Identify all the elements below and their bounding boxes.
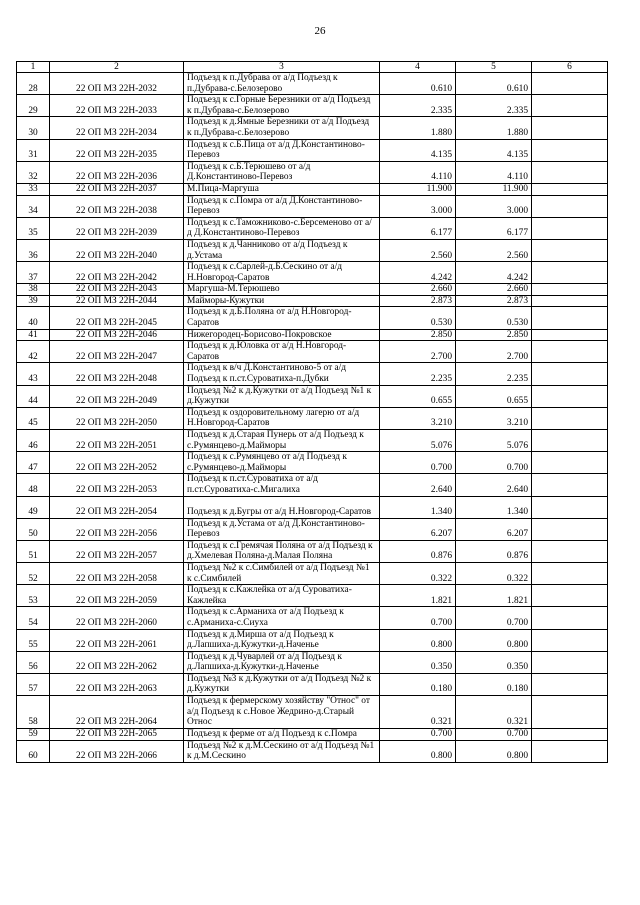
length-value-4: 2.640 <box>380 474 456 496</box>
road-name: Подъезд к в/ч Д.Константиново-5 от а/д Подъезд к п.ст.Суроватиха-п.Дубки <box>184 363 380 385</box>
length-value-4: 11.900 <box>380 183 456 195</box>
road-code: 22 ОП МЗ 22Н-2053 <box>50 474 184 496</box>
table-row <box>17 183 608 195</box>
road-name: Майморы-Кужутки <box>184 295 380 307</box>
road-name: Подъезд к д.Юловка от а/д Н.Новгород-Саратов <box>184 341 380 363</box>
length-value-5: 0.610 <box>456 73 532 95</box>
road-code: 22 ОП МЗ 22Н-2048 <box>50 363 184 385</box>
road-name: Подъезд к д.Ямные Березники от а/д Подъезд к п.Дубрава-с.Белозерово <box>184 117 380 139</box>
table-row <box>17 139 608 161</box>
length-value-5: 1.880 <box>456 117 532 139</box>
length-value-5: 1.821 <box>456 585 532 607</box>
length-value-5: 0.180 <box>456 673 532 695</box>
length-value-4: 0.350 <box>380 651 456 673</box>
row-number: 34 <box>17 195 50 217</box>
table-row <box>17 307 608 329</box>
road-code: 22 ОП МЗ 22Н-2033 <box>50 95 184 117</box>
row-number: 41 <box>17 329 50 341</box>
row-number: 58 <box>17 696 50 729</box>
length-value-4: 0.876 <box>380 540 456 562</box>
road-code: 22 ОП МЗ 22Н-2032 <box>50 73 184 95</box>
length-value-4: 3.000 <box>380 195 456 217</box>
length-value-4: 6.207 <box>380 518 456 540</box>
road-name: Подъезд №3 к д.Кужутки от а/д Подъезд №2 к д.Кужутки <box>184 673 380 695</box>
row-number: 48 <box>17 474 50 496</box>
length-value-4: 1.340 <box>380 496 456 518</box>
road-code: 22 ОП МЗ 22Н-2062 <box>50 651 184 673</box>
length-value-5: 6.177 <box>456 217 532 239</box>
length-value-5: 0.322 <box>456 562 532 584</box>
length-value-4: 0.322 <box>380 562 456 584</box>
table-row <box>17 95 608 117</box>
page-number: 26 <box>314 25 326 37</box>
table-row <box>17 651 608 673</box>
road-name: Подъезд к д.Бугры от а/д Н.Новгород-Саратов <box>184 496 380 518</box>
row-number: 47 <box>17 452 50 474</box>
road-code: 22 ОП МЗ 22Н-2034 <box>50 117 184 139</box>
column-6-value <box>532 161 608 183</box>
road-code: 22 ОП МЗ 22Н-2065 <box>50 729 184 741</box>
column-header-1: 1 <box>17 62 50 73</box>
row-number: 59 <box>17 729 50 741</box>
road-name: М.Пица-Маргуша <box>184 183 380 195</box>
row-number: 55 <box>17 629 50 651</box>
length-value-4: 4.135 <box>380 139 456 161</box>
length-value-4: 4.242 <box>380 262 456 284</box>
table-row <box>17 73 608 95</box>
road-name: Подъезд к д.Б.Поляна от а/д Н.Новгород-Саратов <box>184 307 380 329</box>
table-row <box>17 696 608 729</box>
row-number: 45 <box>17 407 50 429</box>
row-number: 33 <box>17 183 50 195</box>
length-value-4: 0.610 <box>380 73 456 95</box>
road-name: Подъезд к с.Б.Терюшево от а/д Д.Константиново-Перевоз <box>184 161 380 183</box>
table-row <box>17 430 608 452</box>
road-code: 22 ОП МЗ 22Н-2044 <box>50 295 184 307</box>
row-number: 52 <box>17 562 50 584</box>
road-code: 22 ОП МЗ 22Н-2049 <box>50 385 184 407</box>
length-value-5: 4.242 <box>456 262 532 284</box>
length-value-4: 2.660 <box>380 284 456 296</box>
road-name: Подъезд к д.Чуварлей от а/д Подъезд к д.Лапшиха-д.Кужутки-д.Наченье <box>184 651 380 673</box>
length-value-4: 5.076 <box>380 430 456 452</box>
row-number: 28 <box>17 73 50 95</box>
table-row <box>17 385 608 407</box>
column-6-value <box>532 217 608 239</box>
column-6-value <box>532 363 608 385</box>
row-number: 54 <box>17 607 50 629</box>
road-name: Подъезд к с.Гремячая Поляна от а/д Подъезд к д.Хмелевая Поляна-д.Малая Поляна <box>184 540 380 562</box>
road-code: 22 ОП МЗ 22Н-2038 <box>50 195 184 217</box>
column-6-value <box>532 696 608 729</box>
table-row <box>17 474 608 496</box>
table-row <box>17 341 608 363</box>
length-value-4: 2.850 <box>380 329 456 341</box>
road-code: 22 ОП МЗ 22Н-2052 <box>50 452 184 474</box>
row-number: 43 <box>17 363 50 385</box>
road-code: 22 ОП МЗ 22Н-2037 <box>50 183 184 195</box>
length-value-5: 2.235 <box>456 363 532 385</box>
row-number: 57 <box>17 673 50 695</box>
length-value-5: 6.207 <box>456 518 532 540</box>
road-code: 22 ОП МЗ 22Н-2054 <box>50 496 184 518</box>
length-value-4: 0.180 <box>380 673 456 695</box>
road-code: 22 ОП МЗ 22Н-2058 <box>50 562 184 584</box>
column-6-value <box>532 518 608 540</box>
row-number: 36 <box>17 239 50 261</box>
road-name: Подъезд №2 к д.Кужутки от а/д Подъезд №1 к д.Кужутки <box>184 385 380 407</box>
row-number: 37 <box>17 262 50 284</box>
table-row <box>17 562 608 584</box>
row-number: 38 <box>17 284 50 296</box>
road-code: 22 ОП МЗ 22Н-2064 <box>50 696 184 729</box>
row-number: 32 <box>17 161 50 183</box>
road-code: 22 ОП МЗ 22Н-2066 <box>50 740 184 762</box>
column-6-value <box>532 673 608 695</box>
table-row <box>17 585 608 607</box>
row-number: 39 <box>17 295 50 307</box>
length-value-5: 0.655 <box>456 385 532 407</box>
length-value-4: 2.560 <box>380 239 456 261</box>
table-row <box>17 117 608 139</box>
length-value-5: 0.700 <box>456 607 532 629</box>
road-code: 22 ОП МЗ 22Н-2059 <box>50 585 184 607</box>
table-row <box>17 729 608 741</box>
length-value-4: 0.321 <box>380 696 456 729</box>
row-number: 44 <box>17 385 50 407</box>
road-code: 22 ОП МЗ 22Н-2051 <box>50 430 184 452</box>
row-number: 56 <box>17 651 50 673</box>
row-number: 31 <box>17 139 50 161</box>
road-code: 22 ОП МЗ 22Н-2050 <box>50 407 184 429</box>
length-value-5: 11.900 <box>456 183 532 195</box>
column-6-value <box>532 95 608 117</box>
length-value-4: 3.210 <box>380 407 456 429</box>
length-value-4: 0.800 <box>380 629 456 651</box>
length-value-5: 2.560 <box>456 239 532 261</box>
table-row <box>17 407 608 429</box>
road-name: Подъезд к ферме от а/д Подъезд к с.Помра <box>184 729 380 741</box>
road-code: 22 ОП МЗ 22Н-2040 <box>50 239 184 261</box>
road-name: Подъезд к с.Таможниково-с.Берсеменово от а/д Д.Константиново-Перевоз <box>184 217 380 239</box>
column-6-value <box>532 729 608 741</box>
road-code: 22 ОП МЗ 22Н-2043 <box>50 284 184 296</box>
table-row <box>17 740 608 762</box>
column-6-value <box>532 307 608 329</box>
length-value-5: 2.700 <box>456 341 532 363</box>
table-header-row <box>17 62 608 73</box>
road-name: Подъезд к оздоровительному лагерю от а/д Н.Новгород-Саратов <box>184 407 380 429</box>
length-value-5: 4.135 <box>456 139 532 161</box>
table-row <box>17 195 608 217</box>
column-6-value <box>532 407 608 429</box>
road-name: Нижегородец-Борисово-Покровское <box>184 329 380 341</box>
column-6-value <box>532 239 608 261</box>
table-row <box>17 262 608 284</box>
table-row <box>17 217 608 239</box>
row-number: 51 <box>17 540 50 562</box>
column-6-value <box>532 262 608 284</box>
row-number: 46 <box>17 430 50 452</box>
road-name: Подъезд к д.Миршa от а/д Подъезд к д.Лапшиха-д.Кужутки-д.Наченье <box>184 629 380 651</box>
length-value-5: 0.876 <box>456 540 532 562</box>
table-row <box>17 540 608 562</box>
column-6-value <box>532 474 608 496</box>
road-name: Подъезд к д.Устама от а/д Д.Константиново-Перевоз <box>184 518 380 540</box>
column-6-value <box>532 341 608 363</box>
roads-table <box>16 61 608 763</box>
road-code: 22 ОП МЗ 22Н-2036 <box>50 161 184 183</box>
length-value-5: 2.335 <box>456 95 532 117</box>
row-number: 53 <box>17 585 50 607</box>
table-row <box>17 329 608 341</box>
length-value-5: 0.530 <box>456 307 532 329</box>
road-name: Подъезд к д.Старая Пунерь от а/д Подъезд к с.Румянцево-д.Майморы <box>184 430 380 452</box>
length-value-4: 2.235 <box>380 363 456 385</box>
road-code: 22 ОП МЗ 22Н-2056 <box>50 518 184 540</box>
road-code: 22 ОП МЗ 22Н-2063 <box>50 673 184 695</box>
length-value-5: 5.076 <box>456 430 532 452</box>
road-name: Подъезд к с.Сарлей-д.Б.Сескино от а/д Н.Новгород-Саратов <box>184 262 380 284</box>
table-row <box>17 363 608 385</box>
length-value-5: 3.000 <box>456 195 532 217</box>
length-value-5: 0.800 <box>456 740 532 762</box>
road-code: 22 ОП МЗ 22Н-2045 <box>50 307 184 329</box>
road-name: Подъезд к с.Б.Пица от а/д Д.Константиново-Перевоз <box>184 139 380 161</box>
length-value-4: 1.821 <box>380 585 456 607</box>
length-value-4: 2.873 <box>380 295 456 307</box>
road-name: Подъезд к п.Дубрава от а/д Подъезд к п.Дубрава-с.Белозерово <box>184 73 380 95</box>
column-6-value <box>532 629 608 651</box>
row-number: 49 <box>17 496 50 518</box>
length-value-4: 0.655 <box>380 385 456 407</box>
column-6-value <box>532 117 608 139</box>
column-header-2: 2 <box>50 62 184 73</box>
road-name: Подъезд к п.ст.Суроватиха от а/д п.ст.Суроватиха-с.Мигалиха <box>184 474 380 496</box>
road-name: Подъезд к фермерскому хозяйству "Относ" от а/д Подъезд к с.Новое Жедрино-д.Старый Относ <box>184 696 380 729</box>
row-number: 29 <box>17 95 50 117</box>
road-code: 22 ОП МЗ 22Н-2061 <box>50 629 184 651</box>
length-value-5: 1.340 <box>456 496 532 518</box>
road-name: Подъезд к с.Горные Березники от а/д Подъезд к п.Дубрава-с.Белозерово <box>184 95 380 117</box>
length-value-4: 0.800 <box>380 740 456 762</box>
road-code: 22 ОП МЗ 22Н-2047 <box>50 341 184 363</box>
length-value-5: 0.700 <box>456 729 532 741</box>
table-row <box>17 629 608 651</box>
table-row <box>17 295 608 307</box>
column-header-3: 3 <box>184 62 380 73</box>
length-value-4: 2.700 <box>380 341 456 363</box>
table-row <box>17 518 608 540</box>
length-value-4: 6.177 <box>380 217 456 239</box>
table-row <box>17 607 608 629</box>
column-6-value <box>532 295 608 307</box>
column-6-value <box>532 329 608 341</box>
column-header-5: 5 <box>456 62 532 73</box>
column-6-value <box>532 430 608 452</box>
length-value-5: 0.700 <box>456 452 532 474</box>
column-6-value <box>532 385 608 407</box>
column-6-value <box>532 496 608 518</box>
table-row <box>17 239 608 261</box>
length-value-4: 2.335 <box>380 95 456 117</box>
row-number: 60 <box>17 740 50 762</box>
column-6-value <box>532 183 608 195</box>
column-6-value <box>532 585 608 607</box>
column-6-value <box>532 651 608 673</box>
road-code: 22 ОП МЗ 22Н-2046 <box>50 329 184 341</box>
length-value-5: 2.850 <box>456 329 532 341</box>
table-row <box>17 496 608 518</box>
road-name: Подъезд к с.Румянцево от а/д Подъезд к с.Румянцево-д.Майморы <box>184 452 380 474</box>
length-value-4: 0.700 <box>380 607 456 629</box>
length-value-5: 2.873 <box>456 295 532 307</box>
table-row <box>17 161 608 183</box>
length-value-5: 2.640 <box>456 474 532 496</box>
road-code: 22 ОП МЗ 22Н-2039 <box>50 217 184 239</box>
road-code: 22 ОП МЗ 22Н-2035 <box>50 139 184 161</box>
column-6-value <box>532 73 608 95</box>
length-value-4: 0.530 <box>380 307 456 329</box>
road-code: 22 ОП МЗ 22Н-2060 <box>50 607 184 629</box>
length-value-4: 0.700 <box>380 729 456 741</box>
table-row <box>17 284 608 296</box>
length-value-5: 2.660 <box>456 284 532 296</box>
column-6-value <box>532 195 608 217</box>
road-code: 22 ОП МЗ 22Н-2057 <box>50 540 184 562</box>
road-name: Подъезд №2 к с.Симбилей от а/д Подъезд №1 к с.Симбилей <box>184 562 380 584</box>
table-row <box>17 673 608 695</box>
column-6-value <box>532 452 608 474</box>
length-value-5: 3.210 <box>456 407 532 429</box>
column-6-value <box>532 740 608 762</box>
road-name: Подъезд к д.Чанниково от а/д Подъезд к д.Устама <box>184 239 380 261</box>
row-number: 30 <box>17 117 50 139</box>
row-number: 42 <box>17 341 50 363</box>
length-value-4: 4.110 <box>380 161 456 183</box>
length-value-5: 4.110 <box>456 161 532 183</box>
column-header-6: 6 <box>532 62 608 73</box>
column-6-value <box>532 139 608 161</box>
road-name: Маргуша-М.Терюшево <box>184 284 380 296</box>
column-6-value <box>532 562 608 584</box>
column-6-value <box>532 607 608 629</box>
length-value-5: 0.800 <box>456 629 532 651</box>
length-value-5: 0.321 <box>456 696 532 729</box>
road-code: 22 ОП МЗ 22Н-2042 <box>50 262 184 284</box>
road-name: Подъезд к с.Кажлейка от а/д Суроватиха-Кажлейка <box>184 585 380 607</box>
road-name: Подъезд №2 к д.М.Сескино от а/д Подъезд №1 к д.М.Сескино <box>184 740 380 762</box>
length-value-4: 1.880 <box>380 117 456 139</box>
row-number: 40 <box>17 307 50 329</box>
length-value-4: 0.700 <box>380 452 456 474</box>
road-name: Подъезд к с.Помра от а/д Д.Константиново-Перевоз <box>184 195 380 217</box>
row-number: 50 <box>17 518 50 540</box>
table-row <box>17 452 608 474</box>
table-body <box>17 73 608 763</box>
row-number: 35 <box>17 217 50 239</box>
length-value-5: 0.350 <box>456 651 532 673</box>
column-6-value <box>532 284 608 296</box>
column-6-value <box>532 540 608 562</box>
column-header-4: 4 <box>380 62 456 73</box>
road-name: Подъезд к с.Арманиха от а/д Подъезд к с.Арманиха-с.Сиуха <box>184 607 380 629</box>
